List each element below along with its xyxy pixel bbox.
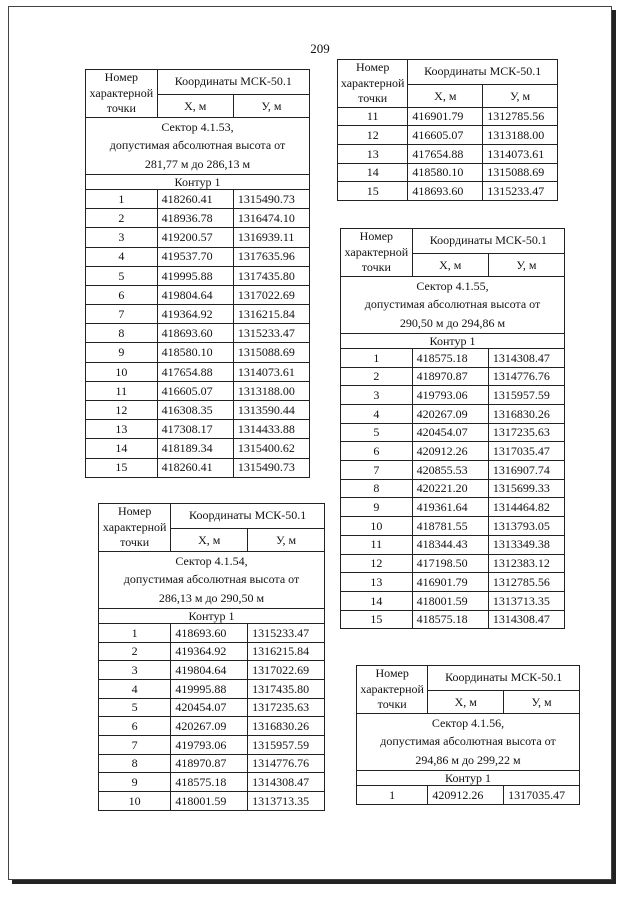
x-coordinate: 418260.41 xyxy=(157,458,233,477)
x-coordinate: 420267.09 xyxy=(412,405,488,424)
header-row xyxy=(99,504,325,529)
x-coordinate: 418001.59 xyxy=(171,792,248,811)
table-row xyxy=(357,785,580,804)
y-coordinate: 1317435.80 xyxy=(233,266,309,285)
y-coordinate: 1313349.38 xyxy=(488,535,564,554)
coord-table-sector-4-1-55 xyxy=(340,228,565,629)
table-row xyxy=(99,754,325,773)
y-coordinate: 1317035.47 xyxy=(488,442,564,461)
header-row xyxy=(338,60,558,85)
point-number: 7 xyxy=(86,305,158,324)
point-number: 14 xyxy=(338,163,408,182)
sector-description xyxy=(341,276,565,333)
point-number: 8 xyxy=(341,479,413,498)
point-number: 10 xyxy=(341,517,413,536)
y-coordinate: 1312383.12 xyxy=(488,554,564,573)
table-row xyxy=(338,144,558,163)
sector-description xyxy=(99,551,325,608)
header-row xyxy=(341,229,565,254)
table-row xyxy=(99,623,325,642)
point-number: 1 xyxy=(357,785,428,804)
point-number: 8 xyxy=(99,754,171,773)
y-coordinate: 1316830.26 xyxy=(488,405,564,424)
coordinates-table xyxy=(337,59,558,201)
table-row xyxy=(341,423,565,442)
y-coordinate: 1313590.44 xyxy=(233,401,309,420)
sector-line: допустимая абсолютная высота от xyxy=(109,138,286,153)
point-number: 14 xyxy=(341,591,413,610)
y-coordinate: 1316474.10 xyxy=(233,209,309,228)
y-coordinate: 1317022.69 xyxy=(248,661,325,680)
coordinates-header: Координаты МСК-50.1 xyxy=(428,666,580,691)
sector-line: 281,77 м до 286,13 м xyxy=(144,156,251,171)
table-row xyxy=(341,591,565,610)
point-number: 1 xyxy=(99,623,171,642)
y-coordinate: 1317635.96 xyxy=(233,247,309,266)
y-coordinate: 1316830.26 xyxy=(248,717,325,736)
x-coordinate: 418693.60 xyxy=(408,182,483,201)
x-coordinate: 418693.60 xyxy=(171,623,248,642)
point-number: 13 xyxy=(338,144,408,163)
table-row xyxy=(86,189,310,208)
x-coordinate: 419995.88 xyxy=(157,266,233,285)
point-number: 9 xyxy=(86,343,158,362)
point-number: 12 xyxy=(86,401,158,420)
x-coordinate: 418575.18 xyxy=(412,348,488,367)
table-row xyxy=(86,362,310,381)
x-coordinate: 419995.88 xyxy=(171,680,248,699)
coordinates-table xyxy=(356,665,580,805)
coord-table-sector-4-1-56 xyxy=(356,665,580,805)
table-row xyxy=(86,305,310,324)
table-row xyxy=(338,163,558,182)
y-coordinate: 1315490.73 xyxy=(233,189,309,208)
point-number: 3 xyxy=(86,228,158,247)
x-coordinate: 419537.70 xyxy=(157,247,233,266)
point-number: 5 xyxy=(86,266,158,285)
x-coordinate: 416901.79 xyxy=(412,573,488,592)
point-number: 13 xyxy=(341,573,413,592)
contour-label: Контур 1 xyxy=(99,608,325,623)
y-coordinate: 1314073.61 xyxy=(233,362,309,381)
sector-row xyxy=(341,276,565,333)
table-row xyxy=(86,266,310,285)
sector-line: Сектор 4.1.56, xyxy=(431,715,505,730)
x-coordinate: 420221.20 xyxy=(412,479,488,498)
point-number: 6 xyxy=(341,442,413,461)
table-row xyxy=(341,479,565,498)
y-coordinate: 1314776.76 xyxy=(248,754,325,773)
header-row xyxy=(357,666,580,691)
point-number: 7 xyxy=(99,736,171,755)
x-axis-header: X, м xyxy=(412,253,488,276)
table-row xyxy=(86,209,310,228)
x-coordinate: 419793.06 xyxy=(412,386,488,405)
x-coordinate: 418693.60 xyxy=(157,324,233,343)
sector-row xyxy=(99,551,325,608)
point-number-header: Номер характерной точки xyxy=(338,60,408,108)
x-coordinate: 418575.18 xyxy=(171,773,248,792)
y-coordinate: 1312785.56 xyxy=(483,107,558,126)
table-row xyxy=(86,228,310,247)
point-number: 5 xyxy=(99,698,171,717)
x-axis-header: X, м xyxy=(408,84,483,107)
contour-row xyxy=(357,770,580,785)
table-row xyxy=(338,182,558,201)
coord-table-sector-4-1-53 xyxy=(85,69,310,478)
x-coordinate: 418001.59 xyxy=(412,591,488,610)
x-coordinate: 419361.64 xyxy=(412,498,488,517)
table-row xyxy=(341,461,565,480)
point-number: 7 xyxy=(341,461,413,480)
y-coordinate: 1314776.76 xyxy=(488,367,564,386)
y-coordinate: 1315490.73 xyxy=(233,458,309,477)
y-coordinate: 1314308.47 xyxy=(488,610,564,629)
x-coordinate: 418344.43 xyxy=(412,535,488,554)
y-coordinate: 1313713.35 xyxy=(248,792,325,811)
point-number: 2 xyxy=(86,209,158,228)
contour-label: Контур 1 xyxy=(341,333,565,348)
y-coordinate: 1314433.88 xyxy=(233,420,309,439)
x-coordinate: 418781.55 xyxy=(412,517,488,536)
y-coordinate: 1313188.00 xyxy=(233,381,309,400)
table-row xyxy=(86,401,310,420)
y-coordinate: 1317035.47 xyxy=(504,785,580,804)
y-coordinate: 1315233.47 xyxy=(483,182,558,201)
x-coordinate: 419200.57 xyxy=(157,228,233,247)
point-number: 3 xyxy=(341,386,413,405)
table-row xyxy=(99,736,325,755)
sector-line: 290,50 м до 294,86 м xyxy=(399,315,506,330)
y-coordinate: 1312785.56 xyxy=(488,573,564,592)
x-coordinate: 418575.18 xyxy=(412,610,488,629)
y-coordinate: 1315088.69 xyxy=(233,343,309,362)
x-coordinate: 418970.87 xyxy=(412,367,488,386)
point-number: 4 xyxy=(86,247,158,266)
table-row xyxy=(86,458,310,477)
point-number: 1 xyxy=(341,348,413,367)
y-axis-header: У, м xyxy=(233,94,309,117)
point-number: 2 xyxy=(99,642,171,661)
coordinates-table xyxy=(340,228,565,629)
table-row xyxy=(99,680,325,699)
table-row xyxy=(341,386,565,405)
y-coordinate: 1317435.80 xyxy=(248,680,325,699)
sector-description xyxy=(86,117,310,174)
x-coordinate: 416308.35 xyxy=(157,401,233,420)
point-number: 15 xyxy=(338,182,408,201)
point-number: 4 xyxy=(341,405,413,424)
point-number: 8 xyxy=(86,324,158,343)
coordinates-header: Координаты МСК-50.1 xyxy=(408,60,558,85)
sector-line: допустимая абсолютная высота от xyxy=(380,734,556,749)
y-coordinate: 1315400.62 xyxy=(233,439,309,458)
x-coordinate: 417654.88 xyxy=(408,144,483,163)
table-row xyxy=(341,498,565,517)
point-number: 12 xyxy=(338,126,408,145)
y-coordinate: 1316939.11 xyxy=(233,228,309,247)
point-number-header: Номер характерной точки xyxy=(357,666,428,714)
point-number: 2 xyxy=(341,367,413,386)
y-coordinate: 1316215.84 xyxy=(233,305,309,324)
x-coordinate: 420454.07 xyxy=(171,698,248,717)
table-row xyxy=(99,642,325,661)
table-row xyxy=(341,573,565,592)
table-row xyxy=(341,610,565,629)
contour-row xyxy=(99,608,325,623)
contour-row xyxy=(86,174,310,189)
table-row xyxy=(341,405,565,424)
contour-label: Контур 1 xyxy=(357,770,580,785)
sector-line: 294,86 м до 299,22 м xyxy=(415,752,521,767)
x-axis-header: X, м xyxy=(171,528,248,551)
x-coordinate: 419804.64 xyxy=(157,285,233,304)
x-axis-header: X, м xyxy=(157,94,233,117)
x-coordinate: 418580.10 xyxy=(157,343,233,362)
table-row xyxy=(338,126,558,145)
coord-table-continuation xyxy=(337,59,558,201)
y-coordinate: 1313713.35 xyxy=(488,591,564,610)
x-coordinate: 416901.79 xyxy=(408,107,483,126)
point-number-header: Номер характерной точки xyxy=(341,229,413,277)
point-number: 10 xyxy=(99,792,171,811)
table-row xyxy=(341,348,565,367)
x-coordinate: 417654.88 xyxy=(157,362,233,381)
table-row xyxy=(99,773,325,792)
point-number-header: Номер характерной точки xyxy=(86,70,158,118)
x-coordinate: 419804.64 xyxy=(171,661,248,680)
table-row xyxy=(341,554,565,573)
point-number: 9 xyxy=(341,498,413,517)
y-coordinate: 1315088.69 xyxy=(483,163,558,182)
x-coordinate: 419364.92 xyxy=(157,305,233,324)
point-number: 5 xyxy=(341,423,413,442)
table-row xyxy=(341,442,565,461)
y-coordinate: 1317235.63 xyxy=(248,698,325,717)
point-number: 15 xyxy=(341,610,413,629)
sector-row xyxy=(86,117,310,174)
table-row xyxy=(86,439,310,458)
y-coordinate: 1314308.47 xyxy=(248,773,325,792)
y-coordinate: 1317022.69 xyxy=(233,285,309,304)
x-coordinate: 419364.92 xyxy=(171,642,248,661)
point-number: 13 xyxy=(86,420,158,439)
sector-description xyxy=(357,713,580,770)
point-number: 11 xyxy=(338,107,408,126)
coordinates-table xyxy=(98,503,325,811)
y-coordinate: 1317235.63 xyxy=(488,423,564,442)
sector-row xyxy=(357,713,580,770)
table-row xyxy=(341,535,565,554)
x-coordinate: 418260.41 xyxy=(157,189,233,208)
point-number: 6 xyxy=(99,717,171,736)
y-axis-header: У, м xyxy=(504,690,580,713)
table-row xyxy=(86,381,310,400)
x-coordinate: 417308.17 xyxy=(157,420,233,439)
y-coordinate: 1314073.61 xyxy=(483,144,558,163)
x-coordinate: 416605.07 xyxy=(408,126,483,145)
contour-row xyxy=(341,333,565,348)
x-coordinate: 420912.26 xyxy=(412,442,488,461)
x-coordinate: 420912.26 xyxy=(428,785,504,804)
x-coordinate: 418580.10 xyxy=(408,163,483,182)
y-axis-header: У, м xyxy=(483,84,558,107)
coord-table-sector-4-1-54 xyxy=(98,503,325,811)
sector-line: допустимая абсолютная высота от xyxy=(364,297,541,312)
y-coordinate: 1315233.47 xyxy=(233,324,309,343)
y-coordinate: 1316907.74 xyxy=(488,461,564,480)
point-number: 10 xyxy=(86,362,158,381)
table-row xyxy=(86,343,310,362)
y-coordinate: 1314464.82 xyxy=(488,498,564,517)
table-row xyxy=(86,285,310,304)
table-row xyxy=(86,247,310,266)
table-row xyxy=(99,661,325,680)
x-coordinate: 418936.78 xyxy=(157,209,233,228)
sector-line: Сектор 4.1.55, xyxy=(416,278,489,293)
table-row xyxy=(338,107,558,126)
x-coordinate: 417198.50 xyxy=(412,554,488,573)
table-row xyxy=(341,367,565,386)
y-coordinate: 1313793.05 xyxy=(488,517,564,536)
point-number: 3 xyxy=(99,661,171,680)
header-row xyxy=(86,70,310,95)
y-coordinate: 1315233.47 xyxy=(248,623,325,642)
coordinates-table xyxy=(85,69,310,478)
point-number: 9 xyxy=(99,773,171,792)
table-row xyxy=(99,717,325,736)
table-row xyxy=(341,517,565,536)
y-coordinate: 1314308.47 xyxy=(488,348,564,367)
x-coordinate: 419793.06 xyxy=(171,736,248,755)
table-row xyxy=(86,324,310,343)
x-coordinate: 418970.87 xyxy=(171,754,248,773)
sector-line: 286,13 м до 290,50 м xyxy=(158,590,265,605)
x-coordinate: 420855.53 xyxy=(412,461,488,480)
x-coordinate: 420267.09 xyxy=(171,717,248,736)
y-axis-header: У, м xyxy=(488,253,564,276)
y-coordinate: 1316215.84 xyxy=(248,642,325,661)
point-number: 1 xyxy=(86,189,158,208)
sector-line: допустимая абсолютная высота от xyxy=(123,572,300,587)
x-coordinate: 416605.07 xyxy=(157,381,233,400)
x-coordinate: 420454.07 xyxy=(412,423,488,442)
y-coordinate: 1315957.59 xyxy=(488,386,564,405)
x-coordinate: 418189.34 xyxy=(157,439,233,458)
point-number: 11 xyxy=(341,535,413,554)
table-row xyxy=(99,792,325,811)
point-number: 12 xyxy=(341,554,413,573)
point-number: 11 xyxy=(86,381,158,400)
coordinates-header: Координаты МСК-50.1 xyxy=(171,504,325,529)
y-axis-header: У, м xyxy=(248,528,325,551)
point-number: 15 xyxy=(86,458,158,477)
contour-label: Контур 1 xyxy=(86,174,310,189)
y-coordinate: 1315699.33 xyxy=(488,479,564,498)
point-number: 4 xyxy=(99,680,171,699)
coordinates-header: Координаты МСК-50.1 xyxy=(157,70,309,95)
y-coordinate: 1315957.59 xyxy=(248,736,325,755)
sector-line: Сектор 4.1.54, xyxy=(175,553,248,568)
table-row xyxy=(99,698,325,717)
sector-line: Сектор 4.1.53, xyxy=(161,119,234,134)
coordinates-header: Координаты МСК-50.1 xyxy=(412,229,564,254)
table-row xyxy=(86,420,310,439)
y-coordinate: 1313188.00 xyxy=(483,126,558,145)
page-number: 209 xyxy=(310,41,330,56)
point-number-header: Номер характерной точки xyxy=(99,504,171,552)
x-axis-header: X, м xyxy=(428,690,504,713)
point-number: 6 xyxy=(86,285,158,304)
point-number: 14 xyxy=(86,439,158,458)
